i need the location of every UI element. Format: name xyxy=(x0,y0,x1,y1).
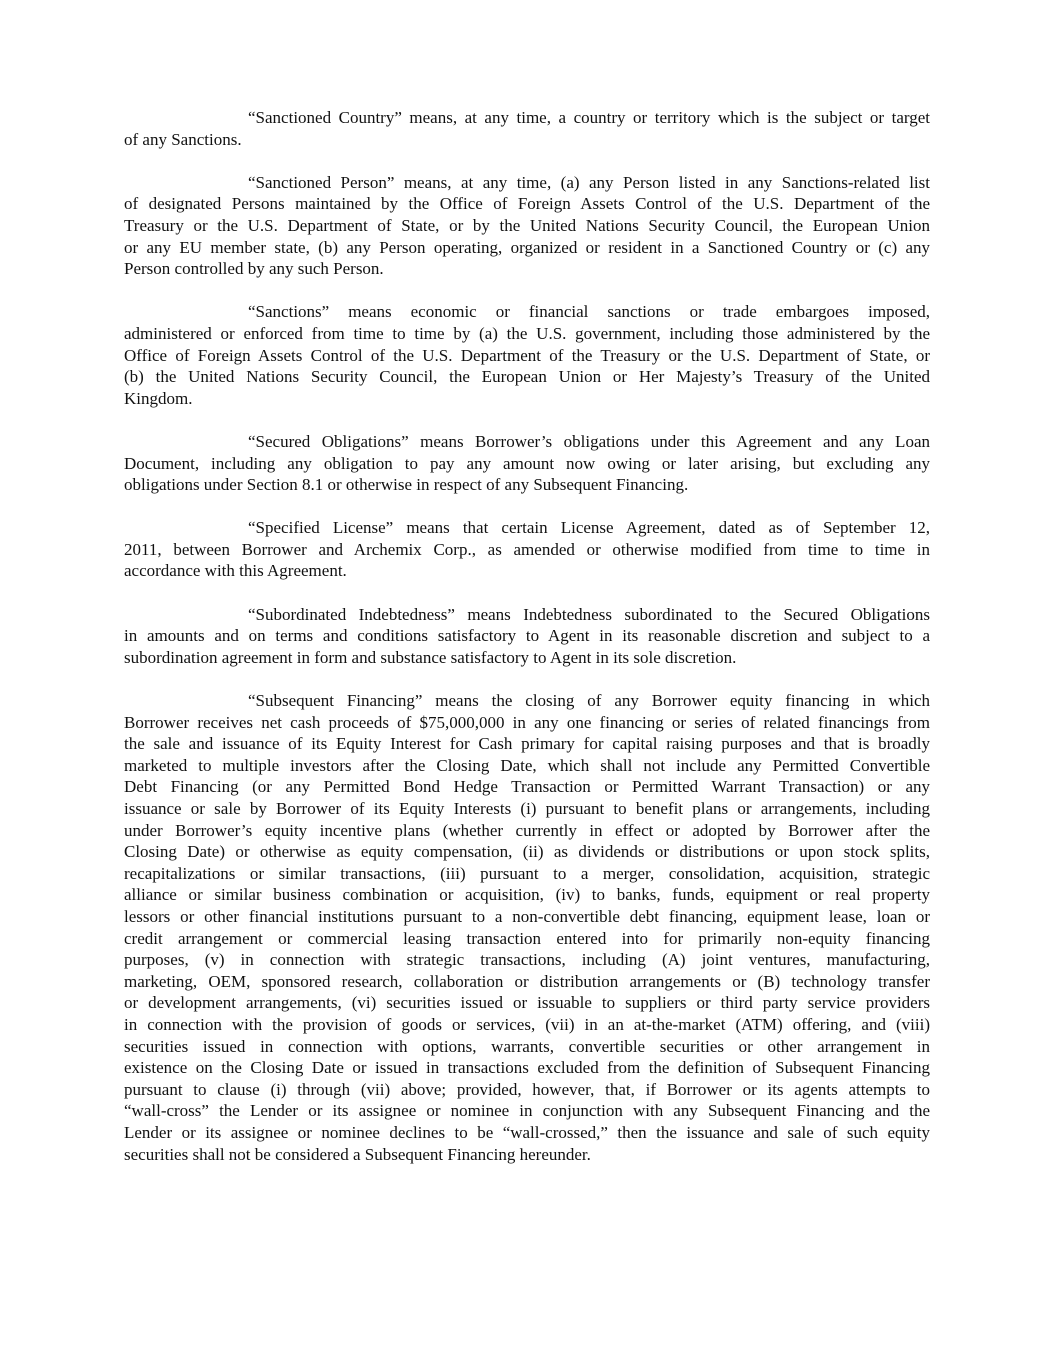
paragraph-line: under Borrower’s equity incentive plans (whether currently in effect or adopted by Borrower after the xyxy=(124,820,930,840)
paragraph-line: securities issued in connection with options, warrants, convertible securities or other arrangement in xyxy=(124,1036,930,1056)
paragraph-line: Treasury or the U.S. Department of State, or by the United Nations Security Council, the European Union xyxy=(124,215,930,235)
paragraph-line: obligations under Section 8.1 or otherwise in respect of any Subsequent Financing. xyxy=(124,475,689,495)
document-page xyxy=(124,107,930,1187)
paragraph-line: administered or enforced from time to time by (a) the U.S. government, including those administered by the xyxy=(124,323,930,343)
definition-paragraph xyxy=(124,301,930,409)
paragraph-line: or any EU member state, (b) any Person operating, organized or resident in a Sanctioned Country or (c) any xyxy=(124,237,930,257)
paragraph-line: in connection with the provision of goods or services, (vii) in an at-the-market (ATM) offering, and (viii) xyxy=(124,1014,930,1034)
paragraph-line: alliance or similar business combination or acquisition, (iv) to banks, funds, equipment or real property xyxy=(124,885,930,905)
paragraph-line: credit arrangement or commercial leasing transaction entered into for primarily non-equity financing xyxy=(124,928,930,948)
definition-paragraph xyxy=(124,690,930,1165)
paragraph-line: marketing, OEM, sponsored research, collaboration or distribution arrangements or (B) technology transfer xyxy=(124,971,930,991)
definition-paragraph xyxy=(124,172,930,280)
definition-paragraph xyxy=(124,604,930,669)
paragraph-line: “Subordinated Indebtedness” means Indebtedness subordinated to the Secured Obligations xyxy=(248,604,930,624)
paragraph-line: issuance or sale by Borrower of its Equity Interests (i) pursuant to benefit plans or arrangements, including xyxy=(124,799,930,818)
paragraph-line: 2011, between Borrower and Archemix Corp., as amended or otherwise modified from time to time in xyxy=(124,539,930,559)
definition-paragraph xyxy=(124,107,930,150)
paragraph-line: pursuant to clause (i) through (vii) above; provided, however, that, if Borrower or its agents attempts to xyxy=(124,1079,930,1099)
paragraph-line: “Subsequent Financing” means the closing of any Borrower equity financing in which xyxy=(248,691,930,711)
paragraph-line: Person controlled by any such Person. xyxy=(124,259,384,279)
paragraph-line: (b) the United Nations Security Council, the European Union or Her Majesty’s Treasury of the United xyxy=(124,367,930,387)
paragraph-line: Kingdom. xyxy=(124,388,193,408)
paragraph-line: subordination agreement in form and substance satisfactory to Agent in its sole discretion. xyxy=(124,647,737,667)
paragraph-line: existence on the Closing Date or issued in transactions excluded from the definition of Subsequent Financing xyxy=(124,1058,930,1078)
definition-paragraph xyxy=(124,517,930,582)
paragraph-line: accordance with this Agreement. xyxy=(124,561,347,581)
paragraph-line: of designated Persons maintained by the Office of Foreign Assets Control of the U.S. Department of the xyxy=(124,194,930,214)
paragraph-line: “Sanctioned Country” means, at any time, a country or territory which is the subject or target xyxy=(248,108,930,127)
paragraph-line: “Secured Obligations” means Borrower’s obligations under this Agreement and any Loan xyxy=(248,431,930,451)
paragraph-line: securities shall not be considered a Subsequent Financing hereunder. xyxy=(124,1144,591,1164)
paragraph-line: Borrower receives net cash proceeds of $75,000,000 in any one financing or series of related financings from xyxy=(124,712,930,732)
paragraph-line: in amounts and on terms and conditions satisfactory to Agent in its reasonable discretion and subject to a xyxy=(124,626,930,646)
paragraph-line: of any Sanctions. xyxy=(124,129,242,149)
paragraph-line: “Sanctions” means economic or financial sanctions or trade embargoes imposed, xyxy=(248,302,930,322)
paragraph-line: “wall-cross” the Lender or its assignee or nominee in conjunction with any Subsequent Financing and the xyxy=(124,1101,930,1121)
paragraph-line: “Sanctioned Person” means, at any time, (a) any Person listed in any Sanctions-related list xyxy=(248,172,930,192)
paragraph-line: lessors or other financial institutions pursuant to a non-convertible debt financing, equipment lease, loan or xyxy=(124,906,930,926)
paragraph-line: the sale and issuance of its Equity Interest for Cash primary for capital raising purposes and that is broadly xyxy=(124,734,930,754)
paragraph-line: Debt Financing (or any Permitted Bond Hedge Transaction or Permitted Warrant Transaction) or any xyxy=(124,777,930,797)
paragraph-line: or development arrangements, (vi) securities issued or issuable to suppliers or third party service providers xyxy=(124,993,930,1013)
definition-paragraph xyxy=(124,431,930,496)
paragraph-line: recapitalizations or similar transactions, (iii) pursuant to a merger, consolidation, acquisition, strategic xyxy=(124,863,930,883)
paragraph-line: Lender or its assignee or nominee declines to be “wall-crossed,” then the issuance and sale of such equity xyxy=(124,1122,930,1142)
paragraph-line: marketed to multiple investors after the Closing Date, which shall not include any Permitted Convertible xyxy=(124,755,930,775)
paragraph-line: purposes, (v) in connection with strategic transactions, including (A) joint ventures, manufacturing, xyxy=(124,950,930,970)
paragraph-line: “Specified License” means that certain License Agreement, dated as of September 12, xyxy=(248,518,930,538)
paragraph-line: Document, including any obligation to pay any amount now owing or later arising, but excluding any xyxy=(124,453,930,473)
paragraph-line: Closing Date) or otherwise as equity compensation, (ii) as dividends or distributions or upon stock splits, xyxy=(124,842,930,862)
paragraph-line: Office of Foreign Assets Control of the U.S. Department of the Treasury or the U.S. Department of State, or xyxy=(124,345,930,365)
